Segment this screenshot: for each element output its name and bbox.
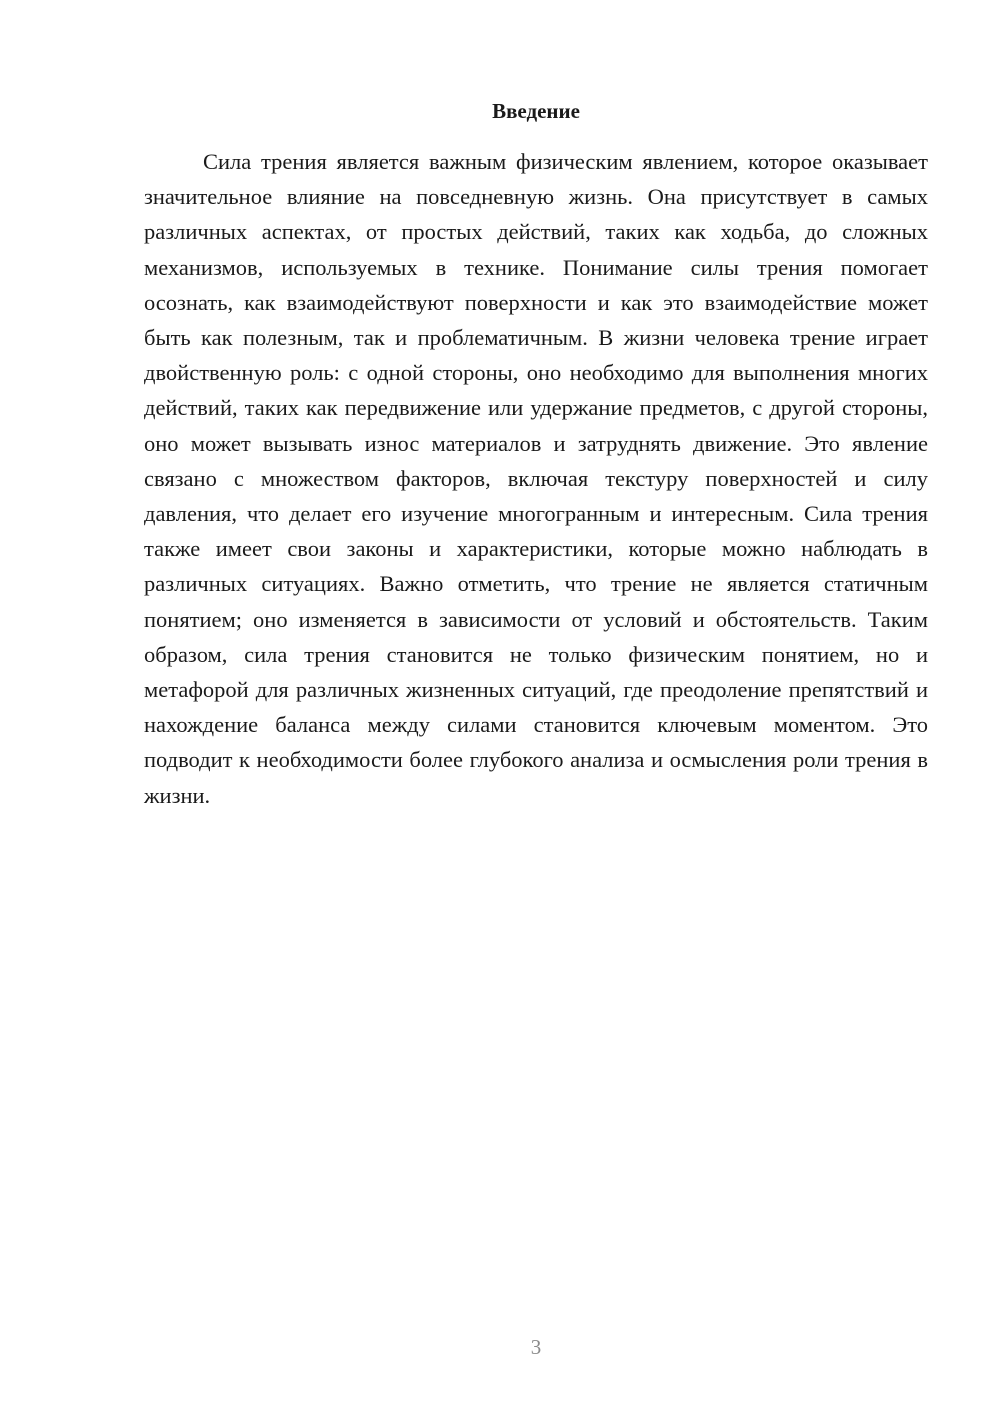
section-heading: Введение <box>492 99 580 123</box>
page-number: 3 <box>530 1335 542 1359</box>
body-paragraph: Сила трения является важным физическим явлением, которое оказывает значительное влияние на повседневную жизнь. Она присутствует в самых различных аспектах, от простых действий, таких как ходьба, до сложных механизмов, используемых в технике. Понимание силы трения помогает осознать, как взаимодействуют поверхности и как это взаимодействие может быть как полезным, так и проблематичным. В жизни человека трение играет двойственную роль: с одной стороны, оно необходимо для выполнения многих действий, таких как передвижение или удержание предметов, с другой стороны, оно может вызывать износ материалов и затруднять движение. Это явление связано с множеством факторов, включая текстуру поверхностей и силу давления, что делает его изучение многогранным и интересным. Сила трения также имеет свои законы и характеристики, которые можно наблюдать в различных ситуациях. Важно отметить, что трение не является статичным понятием; оно изменяется в зависимости от условий и обстоятельств. Таким образом, сила трения становится не только физическим понятием, но и метафорой для различных жизненных ситуаций, где преодоление препятствий и нахождение баланса между силами становится ключевым моментом. Это подводит к необходимости более глубокого анализа и осмысления роли трения в жизни. <box>144 149 928 808</box>
